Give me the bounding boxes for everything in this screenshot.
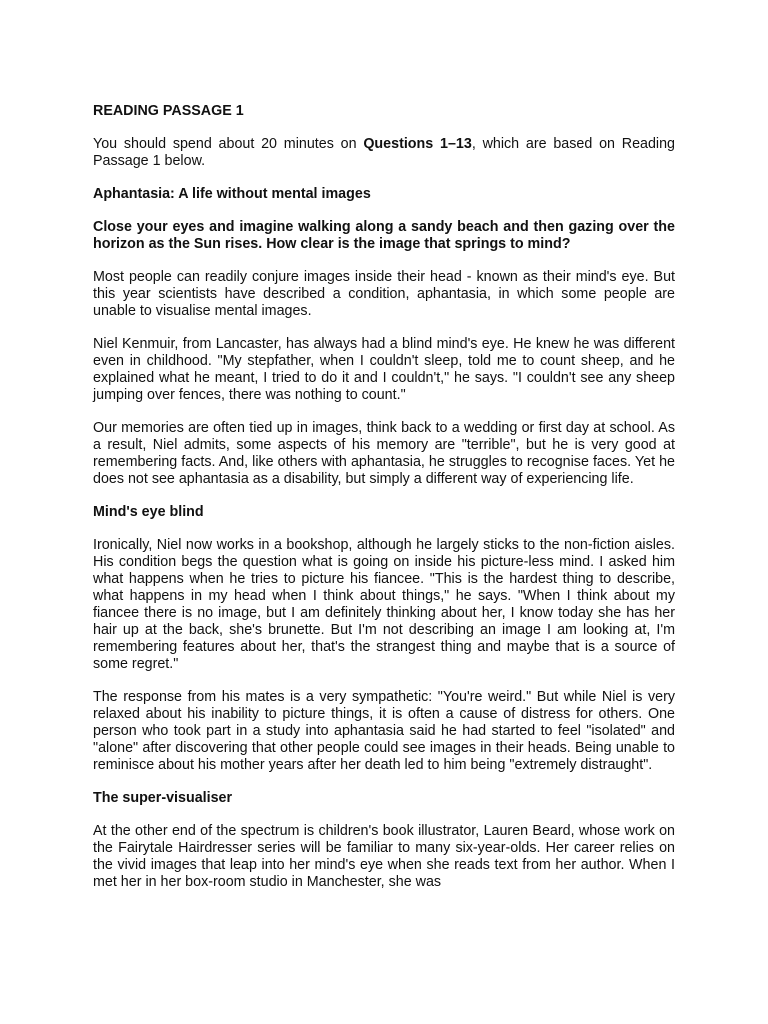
article-title: Aphantasia: A life without mental images (93, 186, 371, 202)
section-heading-minds-eye-blind: Mind's eye blind (93, 504, 204, 520)
instruction-after: , which are based on Reading Passage 1 below. (93, 136, 676, 169)
instruction-before: You should spend about 20 minutes on (93, 136, 364, 152)
section2-paragraph-1: At the other end of the spectrum is children's book illustrator, Lauren Beard, whose work on the Fairytale Hairdresser series will be familiar to many six-year-olds. Her career relies on the vivid images that leap into her mind's eye when she reads text from her author. When I met her in her box-room studio in Manchester, she was (93, 823, 675, 890)
intro-paragraph-3: Our memories are often tied up in images, think back to a wedding or first day at school. As a result, Niel admits, some aspects of his memory are "terrible", but he is very good at remembering facts. And, like others with aphantasia, he struggles to recognise faces. Yet he does not see aphantasia as a disability, but simply a different way of experiencing life. (93, 420, 675, 487)
section-heading-super-visualiser: The super-visualiser (93, 790, 233, 806)
passage-content (93, 103, 675, 907)
section1-paragraph-2: The response from his mates is a very sympathetic: "You're weird." But while Niel is very relaxed about his inability to picture things, it is often a cause of distress for others. One person who took part in a study into aphantasia said he had started to feel "isolated" and "alone" after discovering that other people could see images in their heads. Being unable to reminisce about his mother years after her death led to him being "extremely distraught". (93, 689, 675, 773)
intro-paragraph-1: Most people can readily conjure images inside their head - known as their mind's eye. But this year scientists have described a condition, aphantasia, in which some people are unable to visualise mental images. (93, 269, 675, 319)
intro-paragraph-2: Niel Kenmuir, from Lancaster, has always had a blind mind's eye. He knew he was different even in childhood. "My stepfather, when I couldn't sleep, told me to count sheep, and he explained what he meant, I tried to do it and I couldn't," he says. "I couldn't see any sheep jumping over fences, there was nothing to count." (93, 336, 675, 403)
passage-label: READING PASSAGE 1 (93, 103, 244, 119)
instruction-questions: Questions 1–13 (363, 136, 472, 152)
instruction-text (93, 136, 675, 170)
article-lead: Close your eyes and imagine walking along a sandy beach and then gazing over the horizon as the Sun rises. How clear is the image that springs to mind? (93, 219, 675, 252)
section1-paragraph-1: Ironically, Niel now works in a bookshop, although he largely sticks to the non-fiction aisles. His condition begs the question what is going on inside his picture-less mind. I asked him what happens when he tries to picture his fiancee. "This is the hardest thing to describe, what happens in my head when I think about things," he says. "When I think about my fiancee there is no image, but I am definitely thinking about her, I know today she has her hair up at the back, she's brunette. But I'm not describing an image I am looking at, I'm remembering features about her, that's the strangest thing and maybe that is a source of some regret." (93, 537, 675, 672)
